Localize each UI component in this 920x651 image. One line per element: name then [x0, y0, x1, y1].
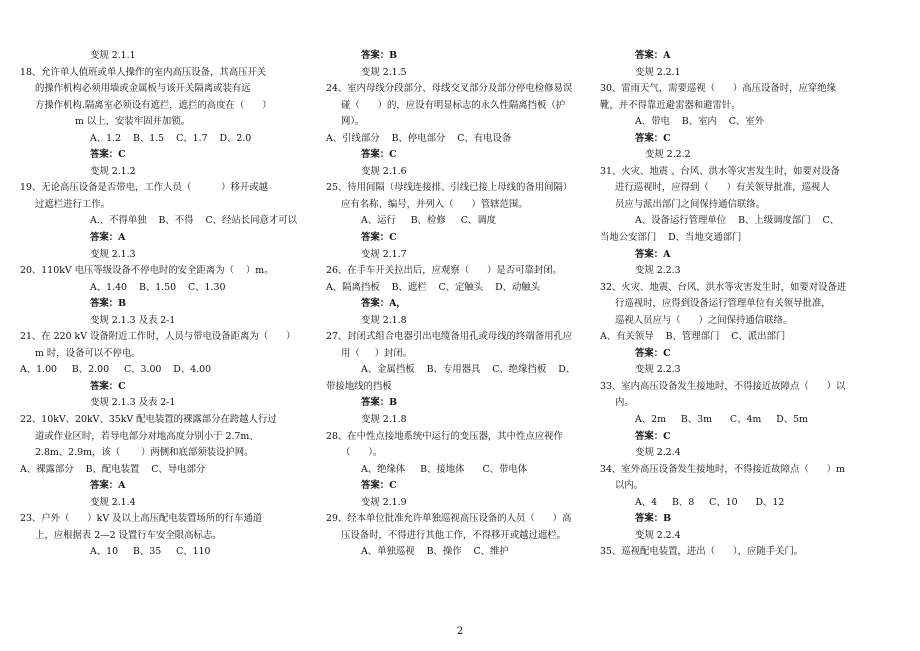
text-line: 变规 2.2.1 [635, 66, 681, 78]
text-line: 28、在中性点接地系统中运行的变压器，其中性点应视作 [326, 430, 563, 442]
text-line: 变规 2.2.4 [635, 447, 681, 459]
answer-line: 答案：C [635, 132, 671, 144]
text-line: A、1.00 B、2.00 C、3.00 D、4.00 [20, 364, 212, 376]
text-line: A、带电 B、室内 C、室外 [635, 116, 765, 128]
text-line: 21、在 220 kV 设备附近工作时，人员与带电设备距离为（ ） [20, 331, 296, 343]
text-line: 变规 2.1.2 [90, 165, 136, 177]
text-line: 变规 2.2.4 [635, 529, 681, 541]
text-line: A、10 B、35 C、110 [90, 546, 211, 558]
text-line: A、有关领导 B、管理部门 C、派出部门 [600, 331, 786, 343]
text-line: 变规 2.1.9 [361, 496, 407, 508]
text-line: 应有名称、编号，并列入（ ）管辖范围。 [341, 198, 528, 210]
text-line: 内。 [615, 397, 634, 409]
answer-line: 答案：C [361, 232, 397, 244]
text-line: A、4 B、8 C、10 D、12 [635, 496, 785, 508]
text-line: 18、允许单人值班或单人操作的室内高压设备，其高压开关 [20, 66, 267, 78]
answer-line: 答案：C [635, 430, 671, 442]
text-line: m 时，设备可以不停电。 [35, 347, 141, 359]
text-line: 22、10kV、20kV、35kV 配电装置的裸露部分在跨越人行过 [20, 414, 277, 426]
answer-line: 答案：A [635, 248, 671, 260]
text-line: 35、巡视配电装置，进出（ ），应随手关门。 [600, 546, 804, 558]
text-line: 变规 2.1.3 及表 2-1 [90, 397, 176, 409]
text-line: 用（ ）封闭。 [341, 347, 413, 359]
text-line: 变规 2.2.2 [645, 149, 691, 161]
answer-line: 答案：C [361, 480, 397, 492]
text-line: 当地公安部门 D、当地交通部门 [600, 232, 742, 244]
text-line: 23、户外（ ）kV 及以上高压配电装置场所的行车通道 [20, 513, 263, 525]
text-line: A、设备运行管理单位 B、上级调度部门 C、 [635, 215, 840, 227]
text-line: 19、无论高压设备是否带电，工作人员（ ）移开或越 [20, 182, 268, 194]
text-line: 变规 2.1.7 [361, 248, 407, 260]
text-line: 上，应根据表 2—2 设置行车安全限高标志。 [35, 529, 222, 541]
text-line: 变规 2.1.3 [90, 248, 136, 260]
text-line: 压设备时，不得进行其他工作，不得移开或越过遮栏。 [341, 529, 567, 541]
answer-line: 答案：C [361, 149, 397, 161]
text-line: A、1.40 B、1.50 C、1.30 [90, 281, 226, 293]
text-line: 变规 2.2.3 [635, 265, 681, 277]
text-line: A、运行 B、检修 C、调度 [361, 215, 497, 227]
text-line: m 以上，安装牢固并加锁。 [75, 116, 190, 128]
answer-line: 答案：A [90, 480, 126, 492]
text-line: 过遮栏进行工作。 [35, 198, 111, 210]
answer-line: 答案：A [635, 50, 671, 61]
answer-line: 答案：C [90, 149, 126, 161]
text-line: 31、火灾、地震 、台风、洪水等灾害发生时，如要对设备 [600, 165, 840, 177]
text-line: 20、110kV 电压等级设备不停电时的安全距离为（ ）m。 [20, 265, 274, 277]
text-line: 24、室内母线分段部分、母线交叉部分及部分停电检修易误 [326, 83, 573, 95]
text-line: 29、经本单位批准允许单独巡视高压设备的人员（ ）高 [326, 513, 572, 525]
text-line: 变规 2.1.5 [361, 66, 407, 78]
text-line: A、隔离挡板 B、遮栏 C、定触头 D、动触头 [326, 281, 541, 293]
text-line: 变规 2.1.8 [361, 414, 407, 426]
answer-line: 答案：A [90, 232, 126, 244]
text-line: （ ）。 [341, 447, 383, 459]
text-line: A、1.2 B、1.5 C、1.7 D、2.0 [90, 132, 252, 144]
answer-line: 答案：B [90, 298, 127, 310]
text-line: A、引线部分 B、停电部分 C、有电设备 [326, 132, 512, 144]
page-number: 2 [456, 626, 464, 637]
answer-line: 答案：B [361, 397, 398, 409]
text-line: A、裸露部分 B、配电装置 C、导电部分 [20, 463, 206, 475]
text-line: 带接地线的挡板 [326, 380, 392, 392]
text-line: 30、雷雨天气，需要巡视（ ）高压设备时，应穿绝缘 [600, 83, 837, 95]
text-line: 33、室内高压设备发生接地时，不得接近故障点（ ）以 [600, 380, 846, 392]
text-line: A、绝缘体 B、接地体 C、带电体 [361, 463, 528, 475]
text-line: 行巡视时，应得到设备运行管理单位有关领导批准， [615, 298, 831, 310]
column-middle [326, 48, 608, 561]
text-line: 变规 2.1.4 [90, 496, 136, 508]
text-line: 网）。 [341, 116, 365, 128]
text-line: 32、火灾、地震、台风、洪水等灾害发生时，如要对设备进 [600, 281, 847, 293]
text-line: 变规 2.1.8 [361, 314, 407, 326]
answer-line: 答案：C [635, 347, 671, 359]
text-line: 26、在手车开关拉出后，应观察（ ）是否可靠封闭。 [326, 265, 563, 277]
text-line: 25、待用间隔（母线连接排、引线已接上母线的备用间隔） [326, 182, 573, 194]
answer-line: 答案：A， [361, 298, 406, 310]
text-line: A.、不得单独 B、不得 C、经站长同意才可以 [90, 215, 298, 227]
text-line: 靴，并不得靠近避雷器和避雷针。 [600, 99, 741, 111]
text-line: 变规 2.1.6 [361, 165, 407, 177]
text-line: 进行巡视时，应得到（ ）有关领导批准，巡视人 [615, 182, 830, 194]
text-line: A、金属挡板 B、专用器具 C、绝缘挡板 D、 [361, 364, 576, 376]
answer-line: 答案：B [361, 50, 398, 61]
text-line: 的操作机构必须用墙或金属板与该开关隔离或装有远 [35, 83, 251, 95]
text-line: 巡视人员应与（ ）之间保持通信联络。 [615, 314, 793, 326]
text-line: 34、室外高压设备发生接地时，不得接近故障点（ ）m [600, 463, 845, 475]
column-right [600, 48, 885, 561]
text-line: 变规 2.1.3 及表 2-1 [90, 314, 176, 326]
text-line: 2.8m、2.9m，该（ ）两侧和底部须装设护网。 [35, 447, 254, 459]
text-line: 变规 2.1.1 [90, 50, 136, 61]
text-line: 27、封闭式组合电器引出电缆备用孔或母线的终端备用孔应 [326, 331, 573, 343]
text-line: 方操作机构.隔离室必须设有遮拦，遮拦的高度在（ ） [35, 99, 272, 111]
text-line: A、2m B、3m C、4m D、5m [635, 414, 808, 426]
text-line: 道或作业区时，若导电部分对地高度分别小于 2.7m、 [35, 430, 259, 442]
text-line: 碰（ ）的，应设有明显标志的永久性隔离挡板（护 [341, 99, 566, 111]
text-line: A、单独巡视 B、操作 C、维护 [361, 546, 509, 558]
answer-line: 答案：B [635, 513, 672, 525]
text-line: 以内。 [615, 480, 644, 492]
text-line: 变规 2.2.3 [635, 364, 681, 376]
text-line: 员应与派出部门之间保持通信联络。 [615, 198, 766, 210]
answer-line: 答案：C [90, 380, 126, 392]
column-left [20, 48, 320, 561]
